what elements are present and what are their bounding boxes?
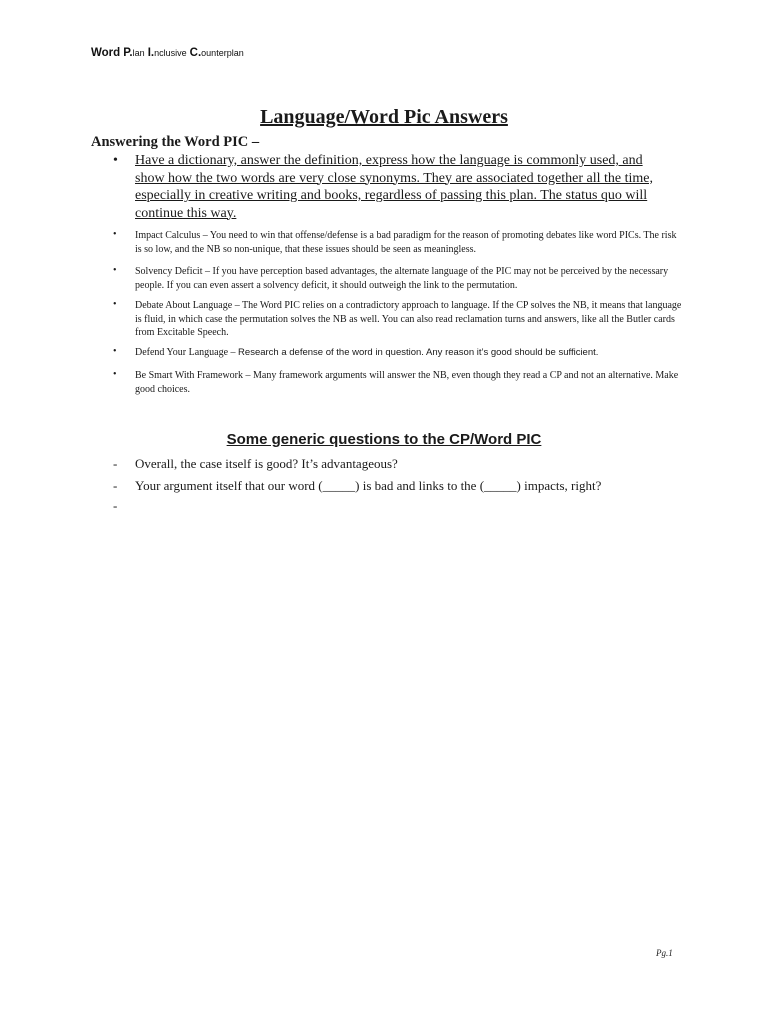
item-text: You need to win that offense/defense is a bad paradigm for the reason of promoting debates like word PICs. The risk is so low, and the NB so non-unique, that these issues should be seen as meaningless. xyxy=(135,230,677,255)
bullet-icon: • xyxy=(113,153,118,168)
dash-marker: - xyxy=(113,456,118,471)
main-bullet xyxy=(113,152,673,222)
item-dash: – xyxy=(230,347,236,358)
item-label: Solvency Deficit xyxy=(135,266,203,277)
main-bullet-text: Have a dictionary, answer the definition, express how the language is commonly used, and show how the two words are very close synonyms. They are associated together all the time, especially in creative writing and books, regardless of passing this plan. The status quo will continue this way. xyxy=(135,153,653,221)
bullet-icon: • xyxy=(113,265,117,276)
list-item xyxy=(113,265,683,292)
question-item xyxy=(113,478,673,494)
dash-marker: - xyxy=(113,478,118,493)
subheading: Answering the Word PIC – xyxy=(91,134,260,150)
section-title: Some generic questions to the CP/Word PIC xyxy=(226,431,542,448)
bullet-icon: • xyxy=(113,369,117,380)
header-i-rest: nclusive xyxy=(154,48,187,58)
page-title: Language/Word Pic Answers xyxy=(260,106,508,128)
list-item xyxy=(113,299,683,340)
item-dash: – xyxy=(204,266,210,277)
document-header xyxy=(91,47,244,59)
item-dash: – xyxy=(202,230,208,241)
item-text: Research a defense of the word in question. Any reason it’s good should be sufficient. xyxy=(238,347,599,358)
item-text: If you have perception based advantages, the alternate language of the PIC may not be perceived by the necessary people. If you can even assert a solvency deficit, it should outweigh the link to the permutation. xyxy=(135,266,669,291)
header-i: I. xyxy=(147,47,155,59)
list-item xyxy=(113,346,683,360)
item-dash: – xyxy=(234,300,240,311)
header-word: Word xyxy=(91,47,121,59)
dash-marker: - xyxy=(113,498,118,513)
item-label: Defend Your Language xyxy=(135,347,229,358)
bullet-icon: • xyxy=(113,299,117,310)
question-text: Overall, the case itself is good? It’s advantageous? xyxy=(135,456,398,471)
page-number: Pg.1 xyxy=(656,948,673,958)
item-dash: – xyxy=(245,370,251,381)
question-text: Your argument itself that our word (_____) is bad and links to the (_____) impacts, right? xyxy=(135,478,602,493)
item-label: Impact Calculus xyxy=(135,230,201,241)
bullet-icon: • xyxy=(113,346,117,357)
header-p-rest: lan xyxy=(132,48,145,58)
item-text: Many framework arguments will answer the NB, even though they read a CP and not an alternative. Make good choices. xyxy=(135,370,679,395)
header-c: C. xyxy=(189,47,202,59)
header-p: P. xyxy=(123,47,133,59)
list-item xyxy=(113,229,683,256)
list-item xyxy=(113,369,683,396)
item-label: Debate About Language xyxy=(135,300,233,311)
item-label: Be Smart With Framework xyxy=(135,370,244,381)
bullet-icon: • xyxy=(113,229,117,240)
header-c-rest: ounterplan xyxy=(201,48,244,58)
question-item xyxy=(113,456,673,472)
item-text: The Word PIC relies on a contradictory approach to language. If the CP solves the NB, it means that language is fluid, in which case the permutation solves the NB as well. You can also read reclamation turns and answers, like all the Butler cards from Excitable Speech. xyxy=(135,300,682,338)
